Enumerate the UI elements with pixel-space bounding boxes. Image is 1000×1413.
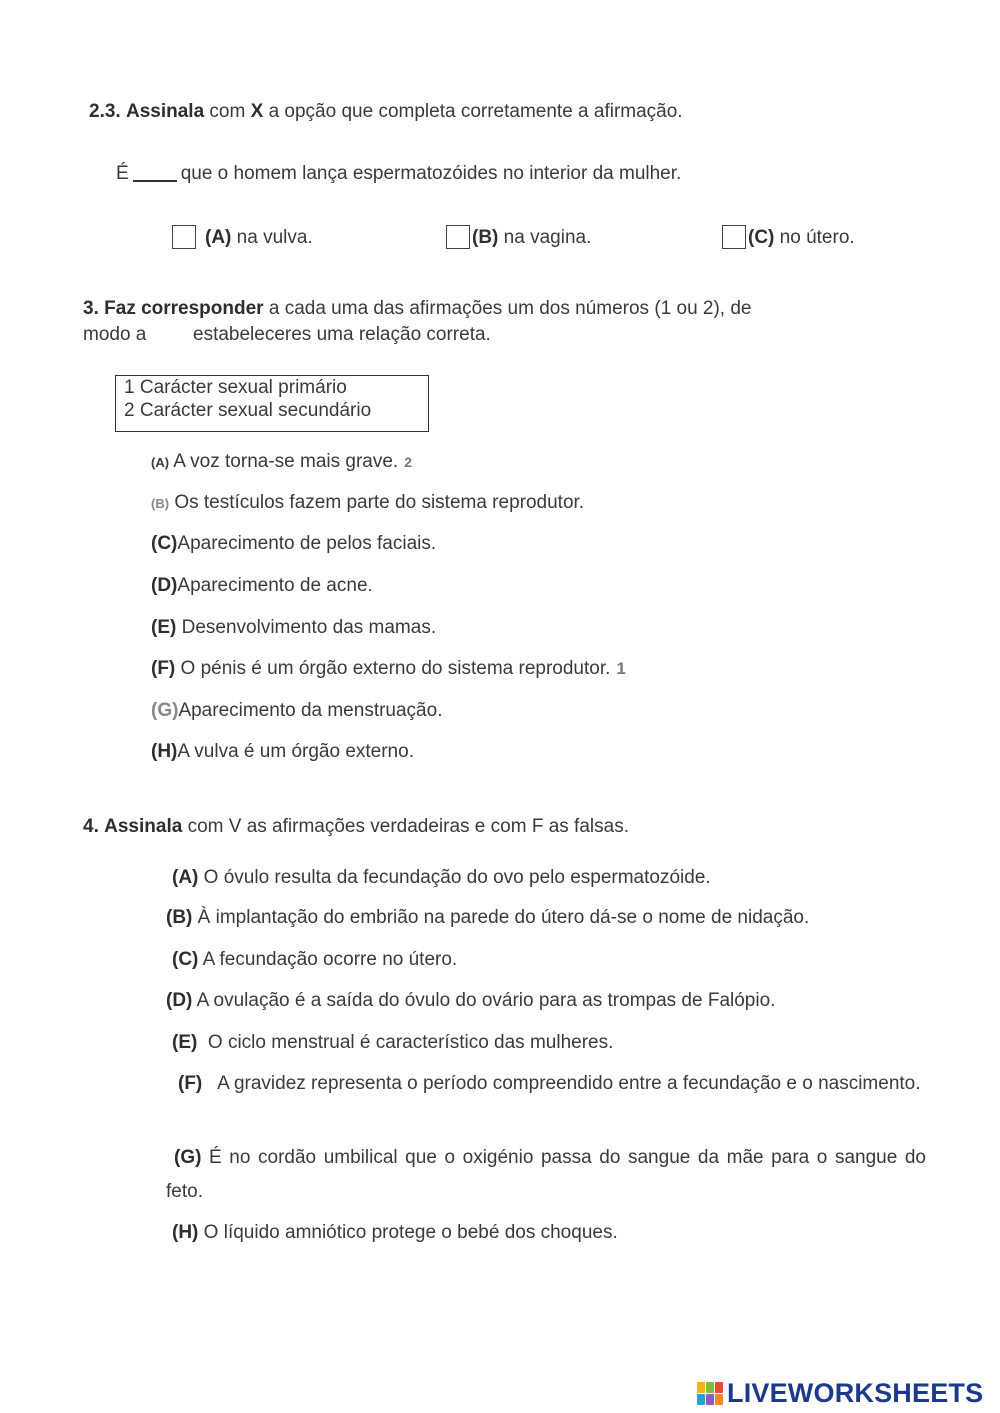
q3-item-h-text: A vulva é um órgão externo. xyxy=(177,741,414,762)
q4-item-f-letter: (F) xyxy=(178,1073,203,1094)
q4-item-g-text: É no cordão umbilical que o oxigénio passa do sangue da mãe para o sangue do feto. xyxy=(166,1147,926,1202)
q3-item-h xyxy=(151,740,414,764)
q3-item-h-letter: (H) xyxy=(151,741,178,762)
q3-item-b xyxy=(151,491,584,516)
q4-item-h-letter: (H) xyxy=(172,1222,199,1243)
q23-x: X xyxy=(250,101,264,122)
q23-sentence-end: que o homem lança espermatozóides no interior da mulher. xyxy=(180,163,682,184)
logo-text: LIVEWORKSHEETS xyxy=(727,1377,984,1408)
q4-item-h xyxy=(172,1221,618,1245)
q3-item-a-answer[interactable]: 2 xyxy=(404,454,413,470)
q4-item-e-text: O ciclo menstrual é característico das mulheres. xyxy=(207,1032,614,1053)
q4-item-d-letter: (D) xyxy=(166,990,193,1011)
q4-item-e-letter: (E) xyxy=(172,1032,198,1053)
q23-sentence-start: É xyxy=(116,163,129,184)
q23-option-b xyxy=(472,226,591,250)
q3-item-e-text: Desenvolvimento das mamas. xyxy=(181,617,437,638)
logo-square xyxy=(697,1382,705,1393)
q23-option-c-checkbox[interactable] xyxy=(722,225,746,249)
q3-number: 3. xyxy=(83,298,99,319)
q23-option-b-checkbox[interactable] xyxy=(446,225,470,249)
q23-with: com xyxy=(209,101,246,122)
q3-item-c-letter: (C) xyxy=(151,533,178,554)
q3-item-b-letter: (B) xyxy=(151,496,170,511)
q3-prompt-line1 xyxy=(83,297,752,321)
q23-rest: a opção que completa corretamente a afirmação. xyxy=(268,101,683,122)
q23-option-b-text: na vagina. xyxy=(503,227,592,248)
q4-item-a-letter: (A) xyxy=(172,867,199,888)
q4-item-e xyxy=(172,1031,613,1055)
q4-item-c-letter: (C) xyxy=(172,949,199,970)
q23-option-a xyxy=(205,226,313,250)
q3-item-a-letter: (A) xyxy=(151,455,170,470)
q23-option-a-text: na vulva. xyxy=(236,227,313,248)
q3-item-f-answer[interactable]: 1 xyxy=(616,659,626,678)
logo-square xyxy=(715,1394,723,1405)
q3-item-g xyxy=(151,699,442,723)
q4-prompt xyxy=(83,815,629,839)
q3-line2-b: estabeleceres uma relação correta. xyxy=(193,324,491,345)
q23-blank[interactable] xyxy=(133,162,177,182)
q4-item-b xyxy=(166,906,809,930)
q3-legend-2: 2 Carácter sexual secundário xyxy=(124,400,372,421)
q3-item-f-letter: (F) xyxy=(151,658,176,679)
q4-item-g xyxy=(166,1141,926,1209)
q3-item-a-text: A voz torna-se mais grave. xyxy=(173,451,399,472)
q3-prompt-line2b xyxy=(193,323,491,347)
q3-item-b-text: Os testículos fazem parte do sistema reprodutor. xyxy=(174,492,585,513)
q4-verb: Assinala xyxy=(104,816,183,837)
q4-item-h-text: O líquido amniótico protege o bebé dos choques. xyxy=(203,1222,618,1243)
q4-item-d xyxy=(166,989,775,1013)
q3-line2-a: modo a xyxy=(83,324,147,345)
q23-option-b-letter: (B) xyxy=(472,227,499,248)
q3-prompt-line2 xyxy=(83,323,146,347)
q3-verb: Faz corresponder xyxy=(104,298,264,319)
q4-item-c xyxy=(172,948,457,972)
q3-item-f-text: O pénis é um órgão externo do sistema reprodutor. xyxy=(180,658,611,679)
q4-item-c-text: A fecundação ocorre no útero. xyxy=(202,949,458,970)
q3-item-g-letter: (G) xyxy=(151,700,179,721)
q23-verb: Assinala xyxy=(125,101,205,122)
logo-square xyxy=(706,1382,714,1393)
q23-option-c-letter: (C) xyxy=(748,227,775,248)
q23-number: 2.3. xyxy=(89,101,121,122)
logo-square xyxy=(697,1394,705,1405)
q3-legend-box xyxy=(115,375,429,432)
q4-item-f xyxy=(166,1067,926,1101)
q3-item-d xyxy=(151,574,373,598)
q23-option-c-text: no útero. xyxy=(779,227,855,248)
q23-option-a-letter: (A) xyxy=(205,227,232,248)
liveworksheets-logo[interactable] xyxy=(697,1377,984,1408)
q4-item-b-letter: (B) xyxy=(166,907,193,928)
q23-option-a-checkbox[interactable] xyxy=(172,225,196,249)
q3-item-d-text: Aparecimento de acne. xyxy=(177,575,373,596)
q4-item-a-text: O óvulo resulta da fecundação do ovo pelo espermatozóide. xyxy=(203,867,711,888)
logo-mark-icon xyxy=(697,1382,723,1405)
q3-line1-rest: a cada uma das afirmações um dos números (1 ou 2), de xyxy=(268,298,752,319)
q3-item-c xyxy=(151,532,436,556)
q4-number: 4. xyxy=(83,816,99,837)
logo-square xyxy=(706,1394,714,1405)
q4-item-a xyxy=(172,866,711,890)
q3-item-a xyxy=(151,450,412,475)
q3-item-f xyxy=(151,657,626,681)
q3-item-e-letter: (E) xyxy=(151,617,177,638)
q4-item-g-letter: (G) xyxy=(174,1147,202,1168)
q4-rest: com V as afirmações verdadeiras e com F as falsas. xyxy=(187,816,629,837)
q3-item-g-text: Aparecimento da menstruação. xyxy=(178,700,443,721)
q23-option-c xyxy=(748,226,855,250)
q23-sentence xyxy=(116,162,681,186)
q3-legend-1: 1 Carácter sexual primário xyxy=(124,377,347,398)
q23-prompt xyxy=(89,100,683,124)
q3-item-e xyxy=(151,616,436,640)
q4-item-f-text: A gravidez representa o período compreendido entre a fecundação e o nascimento. xyxy=(217,1073,921,1094)
q4-item-b-text: À implantação do embrião na parede do útero dá-se o nome de nidação. xyxy=(197,907,810,928)
logo-square xyxy=(715,1382,723,1393)
q4-item-d-text: A ovulação é a saída do óvulo do ovário para as trompas de Falópio. xyxy=(196,990,776,1011)
q3-item-d-letter: (D) xyxy=(151,575,178,596)
q3-item-c-text: Aparecimento de pelos faciais. xyxy=(177,533,437,554)
